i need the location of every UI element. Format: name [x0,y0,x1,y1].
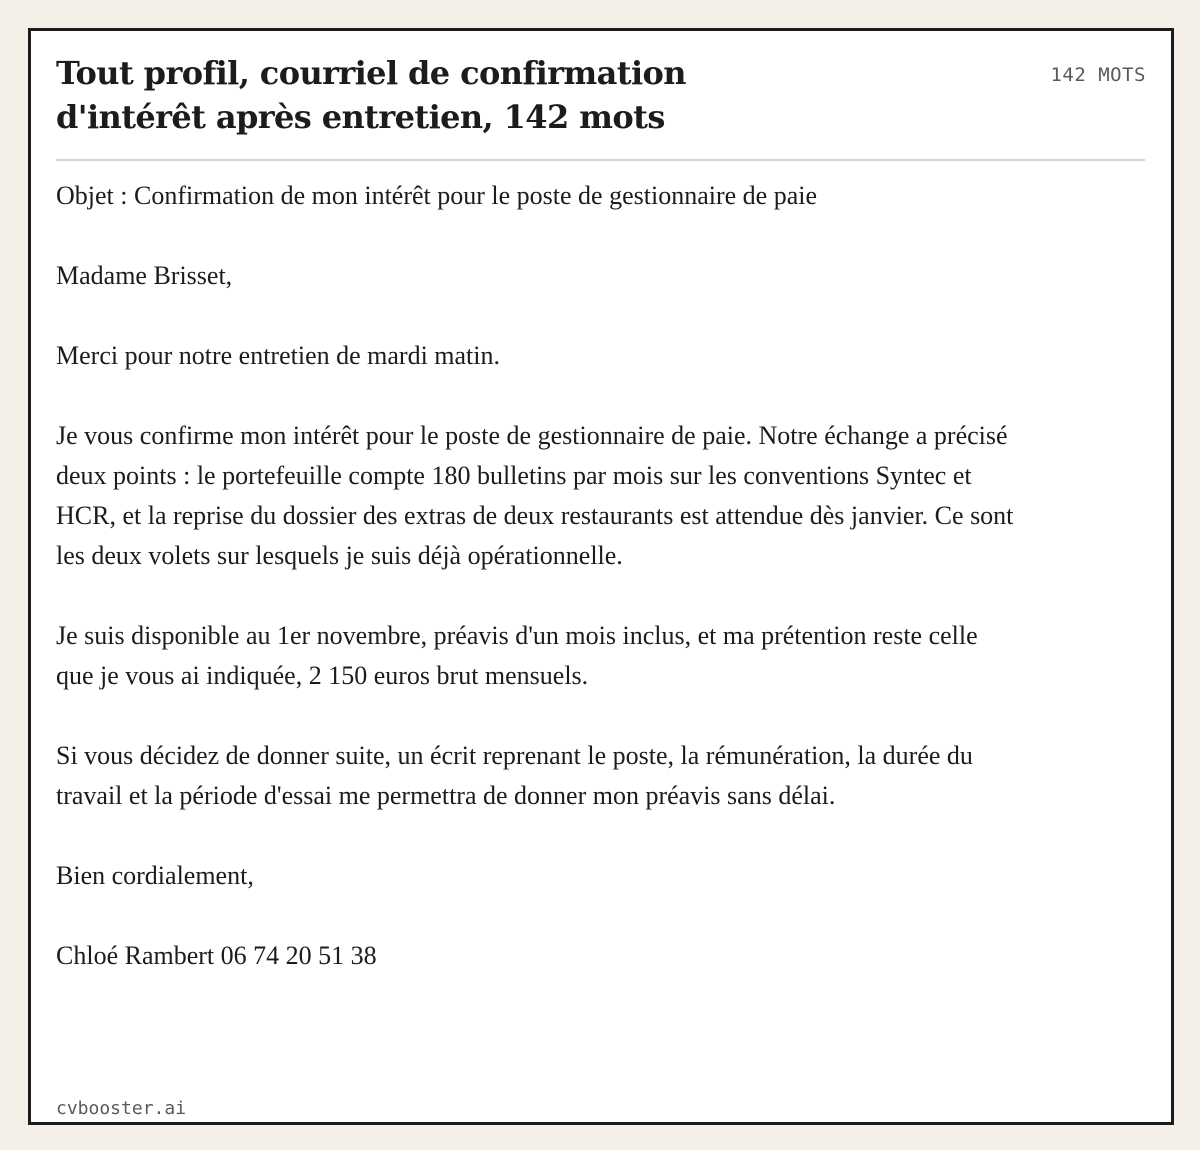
email-card [28,28,1174,1125]
word-count-badge: 142 MOTS [1050,64,1146,86]
page-title: Tout profil, courriel de confirmation d'intérêt après entretien, 142 mots [56,54,686,136]
letter-paragraph-1: Je vous confirme mon intérêt pour le poste de gestionnaire de paie. Notre échange a précisé deux points : le portefeuille compte 180 bulletins par mois sur les conventions Syntec et HCR, et la reprise du dossier des extras de deux restaurants est attendue dès janvier. Ce sont les deux volets sur lesquels je suis déjà opérationnelle. [56,421,1014,570]
header-divider [56,159,1145,161]
letter-signature: Chloé Rambert 06 74 20 51 38 [56,941,377,970]
brand-footer: cvbooster.ai [56,1098,187,1119]
letter-thanks: Merci pour notre entretien de mardi matin. [56,341,501,370]
letter-closing: Bien cordialement, [56,861,254,890]
letter-salutation: Madame Brisset, [56,261,233,290]
letter-subject: Objet : Confirmation de mon intérêt pour le poste de gestionnaire de paie [56,181,818,210]
letter-paragraph-3: Si vous décidez de donner suite, un écrit reprenant le poste, la rémunération, la durée du travail et la période d'essai me permettra de donner mon préavis sans délai. [56,741,973,810]
letter-paragraph-2: Je suis disponible au 1er novembre, préavis d'un mois inclus, et ma prétention reste celle que je vous ai indiquée, 2 150 euros brut mensuels. [56,621,978,690]
letter-body [56,176,1016,1016]
